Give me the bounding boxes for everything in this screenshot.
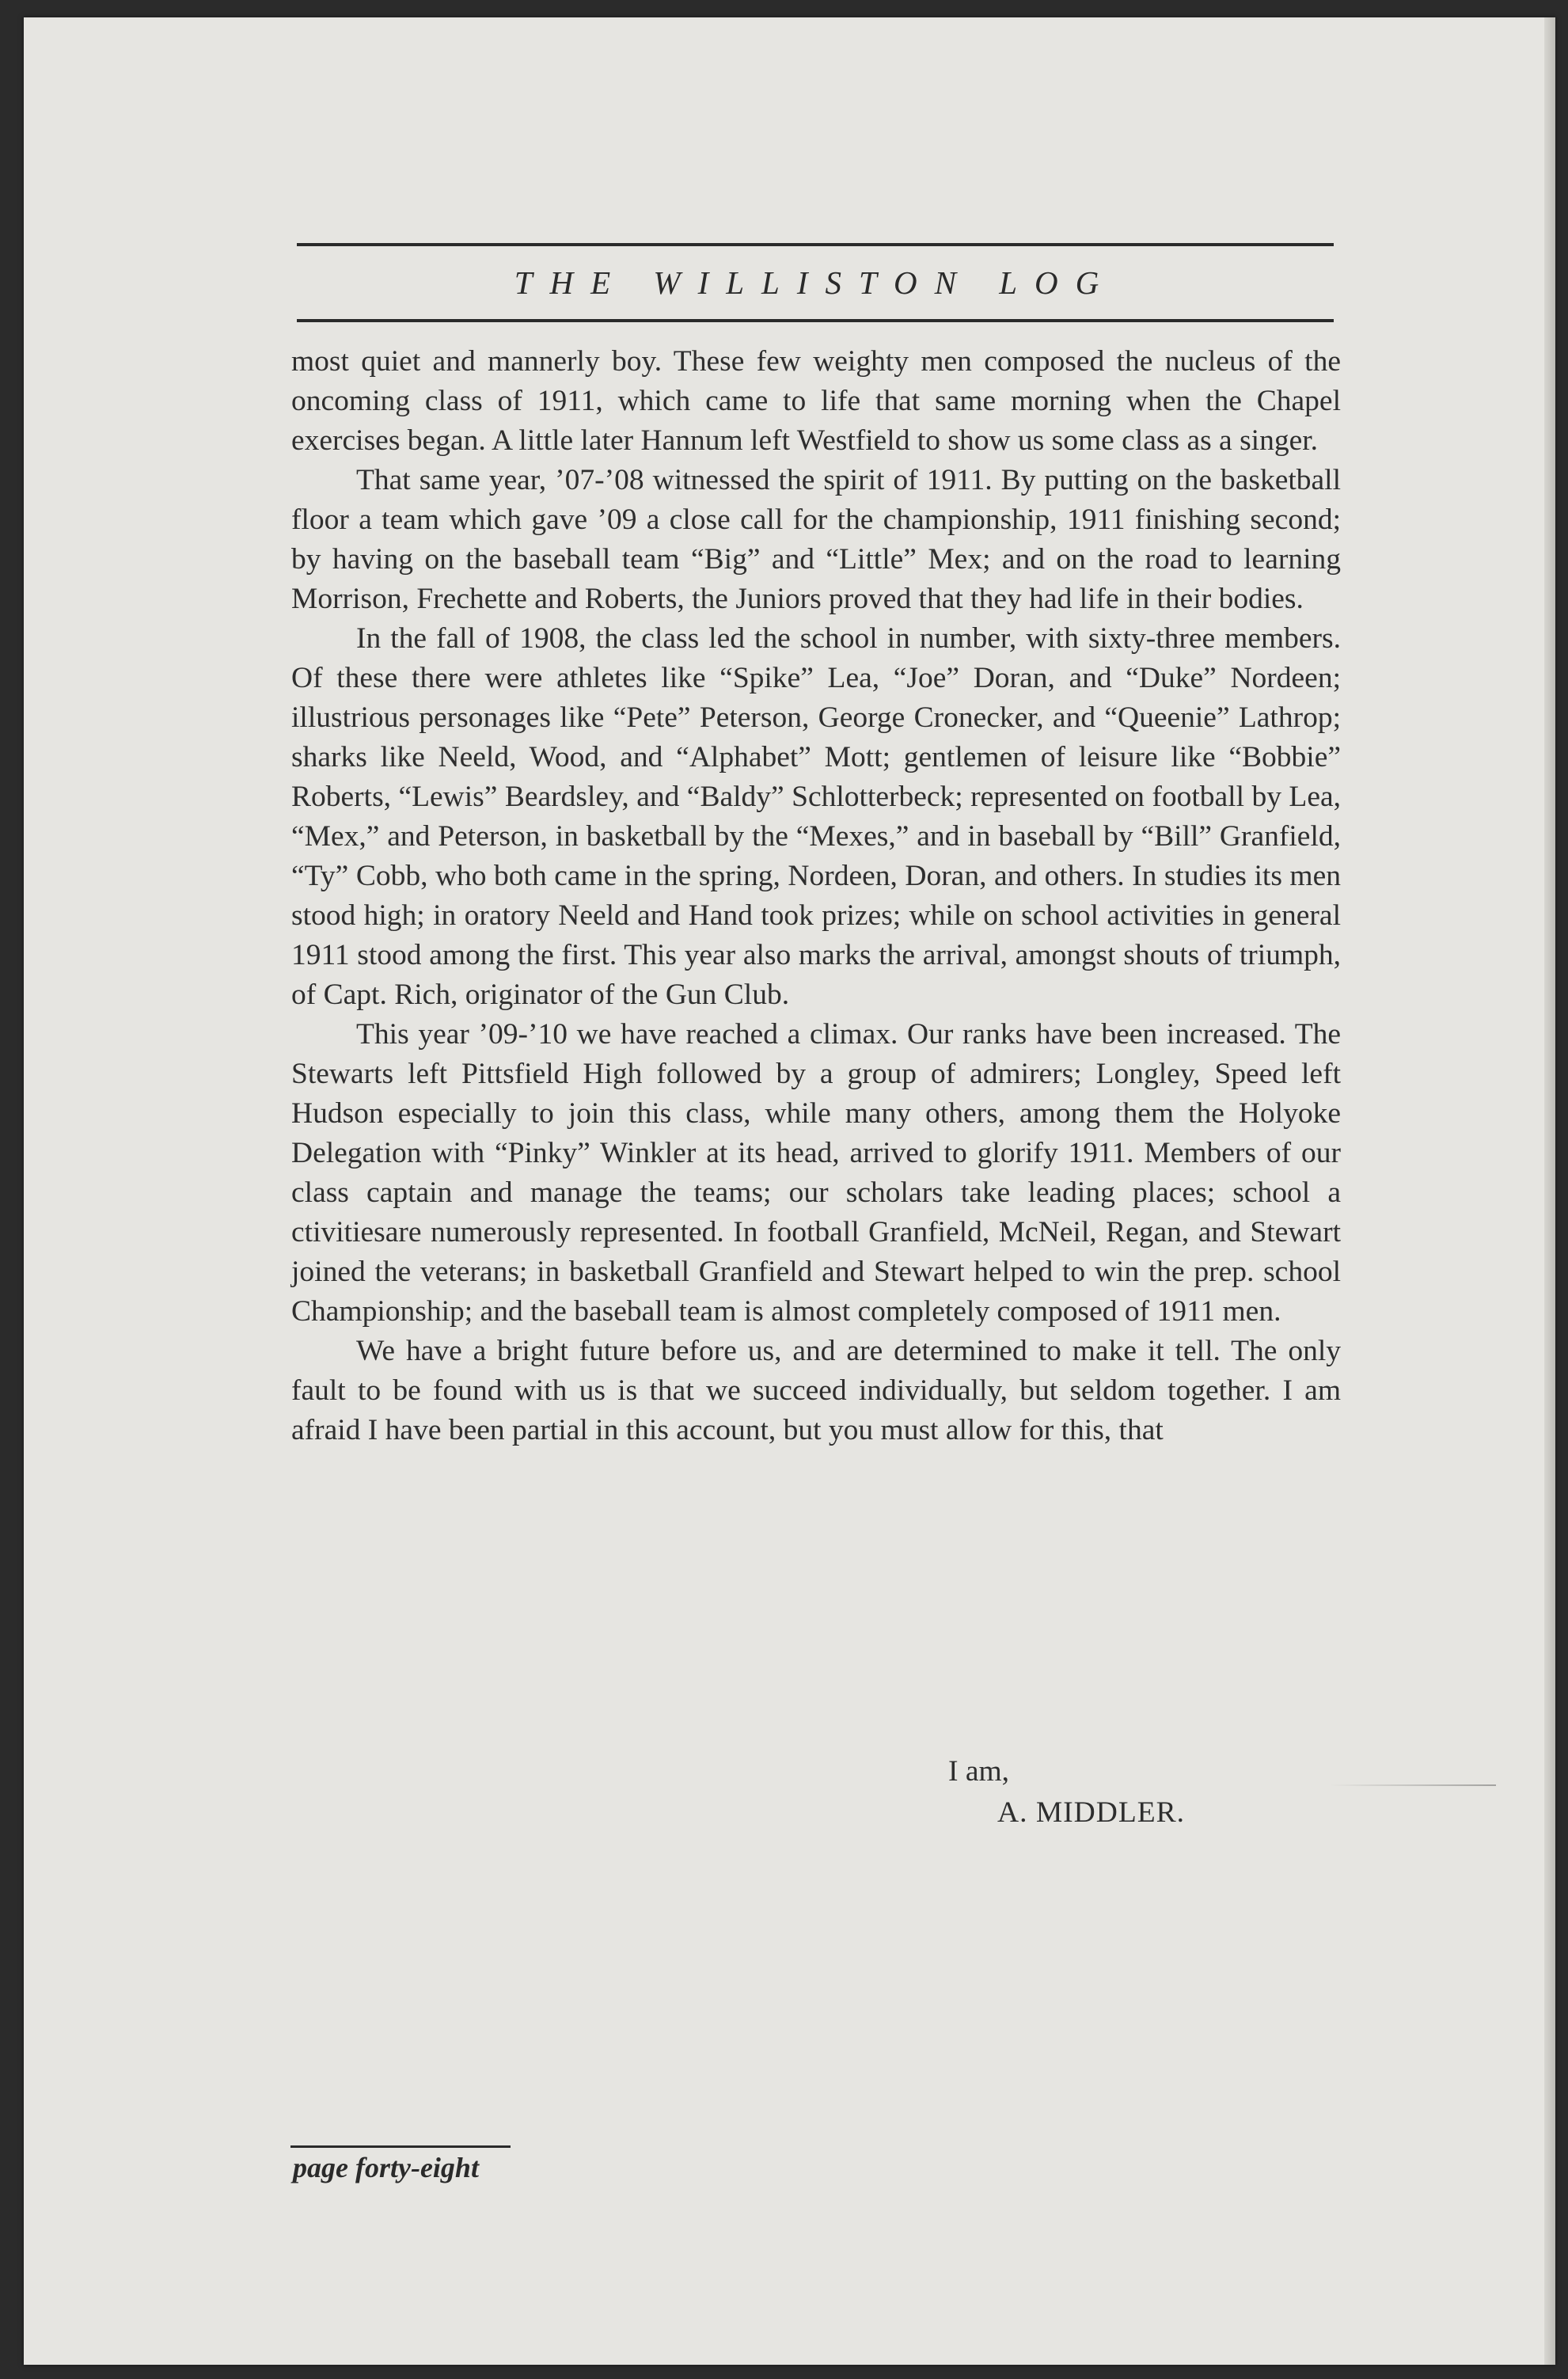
- header-title: THE WILLISTON LOG: [514, 264, 1117, 301]
- closing-block: [948, 1751, 1185, 1834]
- document-page: [24, 17, 1555, 2365]
- paragraph: That same year, ’07-’08 witnessed the spirit of 1911. By putting on the basketball floor a team which gave ’09 a close call for the championship, 1911 finishing second; by having on the baseball team “Big” and “Little” Mex; and on the road to learning Morrison, Frechette and Roberts, the Juniors proved that they had life in their bodies.: [291, 464, 1341, 615]
- margin-mark: [1330, 1784, 1496, 1786]
- signature: A. MIDDLER.: [997, 1796, 1186, 1829]
- paragraph: This year ’09-’10 we have reached a climax. Our ranks have been increased. The Stewarts left Pittsfield High followed by a group of admirers; Longley, Speed left Hudson especially to join this class, while many others, among them the Holyoke Delegation with “Pinky” Winkler at its head, arrived to glorify 1911. Members of our class captain and manage the teams; our scholars take leading places; school a ctivitiesare numerously represented. In football Granfield, McNeil, Regan, and Stewart joined the veterans; in basketball Granfield and Stewart helped to win the prep. school Championship; and the baseball team is almost completely composed of 1911 men.: [291, 1018, 1341, 1328]
- page-number-label: page forty-eight: [293, 2152, 479, 2183]
- paragraph: We have a bright future before us, and are determined to make it tell. The only fault to be found with us is that we succeed individually, but seldom together. I am afraid I have been partial in this account, but you must allow for this, that: [291, 1335, 1341, 1446]
- running-header: [297, 243, 1334, 322]
- paragraph: most quiet and mannerly boy. These few weighty men composed the nucleus of the oncoming class of 1911, which came to life that same morning when the Chapel exercises began. A little later Hannum left Westfield to show us some class as a singer.: [291, 345, 1341, 457]
- paragraph: In the fall of 1908, the class led the school in number, with sixty-three members. Of these there were athletes like “Spike” Lea, “Joe” Doran, and “Duke” Nordeen; illustrious personages like “Pete” Peterson, George Cronecker, and “Queenie” Lathrop; sharks like Neeld, Wood, and “Alphabet” Mott; gentlemen of leisure like “Bobbie” Roberts, “Lewis” Beardsley, and “Baldy” Schlotterbeck; represented on football by Lea, “Mex,” and Peterson, in basketball by the “Mexes,” and in baseball by “Bill” Granfield, “Ty” Cobb, who both came in the spring, Nordeen, Doran, and others. In studies its men stood high; in oratory Neeld and Hand took prizes; while on school activities in general 1911 stood among the first. This year also marks the arrival, amongst shouts of triumph, of Capt. Rich, originator of the Gun Club.: [291, 622, 1341, 1011]
- closing-line: I am,: [948, 1755, 1010, 1788]
- footer-rule: [290, 2145, 511, 2148]
- article-body: [291, 342, 1341, 1450]
- page-edge: [1544, 17, 1555, 2365]
